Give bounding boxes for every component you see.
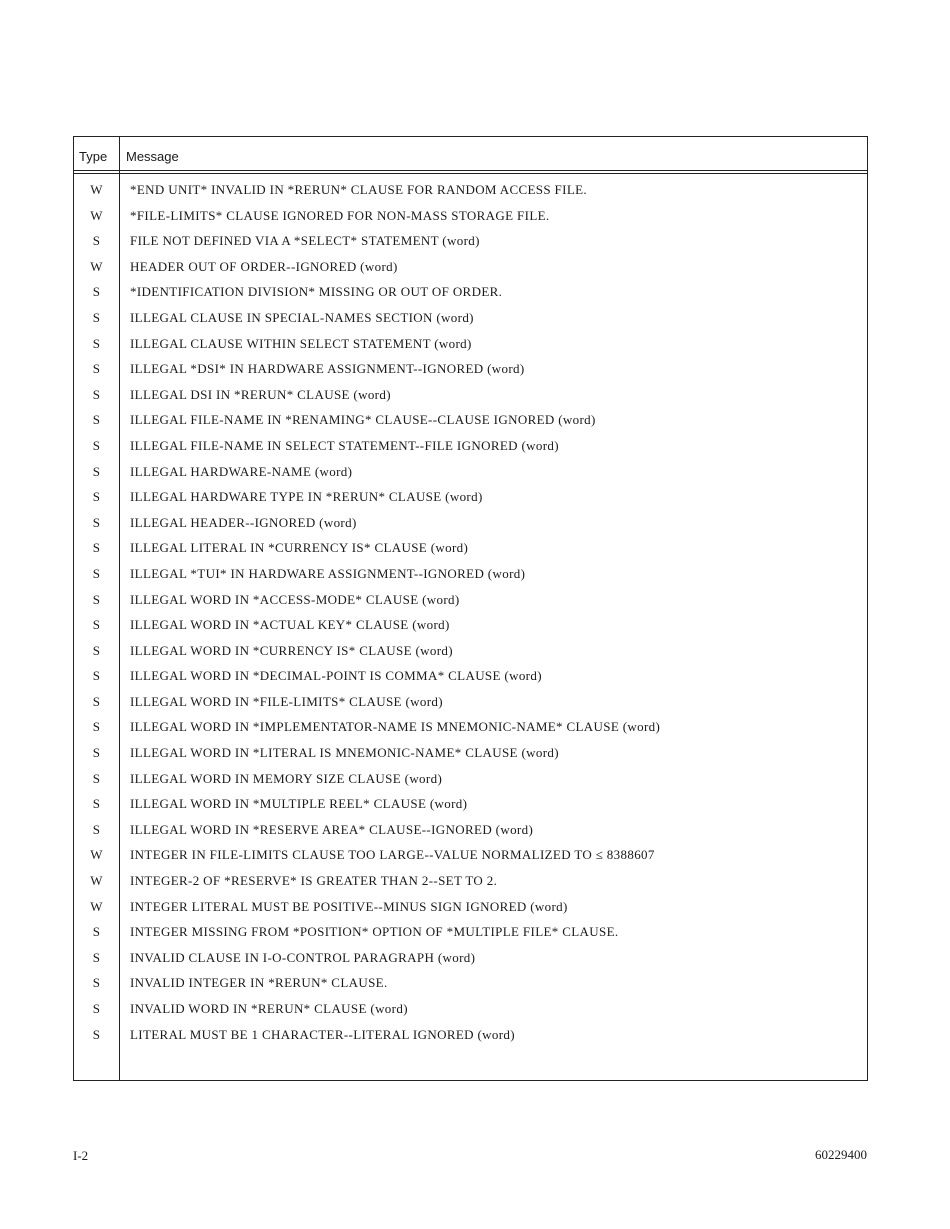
header-double-rule bbox=[74, 173, 867, 174]
message-text-cell: ILLEGAL FILE-NAME IN *RENAMING* CLAUSE--CLAUSE IGNORED (word) bbox=[130, 412, 596, 428]
table-row bbox=[74, 639, 867, 665]
table-row bbox=[74, 767, 867, 793]
message-type-cell: S bbox=[92, 284, 101, 300]
table-row bbox=[74, 792, 867, 818]
message-type-cell: S bbox=[92, 309, 101, 325]
message-type-cell: W bbox=[90, 898, 103, 914]
message-type-cell: S bbox=[92, 565, 101, 581]
message-text-cell: ILLEGAL WORD IN *DECIMAL-POINT IS COMMA* CLAUSE (word) bbox=[130, 668, 542, 684]
table-row bbox=[74, 1023, 867, 1049]
message-text-cell: INTEGER-2 OF *RESERVE* IS GREATER THAN 2--SET TO 2. bbox=[130, 873, 498, 889]
table-row bbox=[74, 434, 867, 460]
message-type-cell: S bbox=[92, 233, 101, 249]
message-text-cell: ILLEGAL WORD IN *RESERVE AREA* CLAUSE--IGNORED (word) bbox=[130, 821, 534, 837]
message-type-cell: S bbox=[92, 770, 101, 786]
message-text-cell: ILLEGAL WORD IN MEMORY SIZE CLAUSE (word) bbox=[130, 770, 443, 786]
message-type-cell: S bbox=[92, 335, 101, 351]
message-text-cell: *FILE-LIMITS* CLAUSE IGNORED FOR NON-MASS STORAGE FILE. bbox=[130, 207, 550, 223]
message-text-cell: INTEGER LITERAL MUST BE POSITIVE--MINUS SIGN IGNORED (word) bbox=[130, 898, 568, 914]
table-row bbox=[74, 536, 867, 562]
message-type-cell: S bbox=[92, 463, 101, 479]
message-text-cell: *END UNIT* INVALID IN *RERUN* CLAUSE FOR RANDOM ACCESS FILE. bbox=[130, 182, 588, 197]
table-row bbox=[74, 869, 867, 895]
message-text-cell: ILLEGAL *TUI* IN HARDWARE ASSIGNMENT--IGNORED (word) bbox=[130, 565, 526, 581]
table-body bbox=[74, 178, 867, 1048]
message-type-cell: S bbox=[92, 437, 101, 453]
table-row bbox=[74, 997, 867, 1023]
table-row bbox=[74, 280, 867, 306]
message-text-cell: ILLEGAL LITERAL IN *CURRENCY IS* CLAUSE (word) bbox=[130, 540, 469, 556]
message-text-cell: ILLEGAL WORD IN *LITERAL IS MNEMONIC-NAME* CLAUSE (word) bbox=[130, 745, 559, 761]
message-type-cell: S bbox=[92, 386, 101, 402]
message-type-cell: S bbox=[92, 745, 101, 761]
table-row bbox=[74, 895, 867, 921]
message-type-cell: S bbox=[92, 796, 101, 812]
table-row bbox=[74, 715, 867, 741]
message-type-cell: W bbox=[90, 182, 103, 197]
message-text-cell: ILLEGAL WORD IN *MULTIPLE REEL* CLAUSE (word) bbox=[130, 796, 468, 812]
table-row bbox=[74, 511, 867, 537]
message-text-cell: INVALID CLAUSE IN I-O-CONTROL PARAGRAPH (word) bbox=[130, 949, 476, 965]
message-type-cell: S bbox=[92, 591, 101, 607]
table-row bbox=[74, 306, 867, 332]
message-text-cell: ILLEGAL WORD IN *ACTUAL KEY* CLAUSE (word) bbox=[130, 617, 450, 633]
message-text-cell: ILLEGAL CLAUSE IN SPECIAL-NAMES SECTION (word) bbox=[130, 309, 474, 325]
message-text-cell: ILLEGAL HEADER--IGNORED (word) bbox=[130, 514, 357, 530]
message-text-cell: ILLEGAL CLAUSE WITHIN SELECT STATEMENT (word) bbox=[130, 335, 472, 351]
table-row bbox=[74, 946, 867, 972]
message-type-cell: S bbox=[92, 540, 101, 556]
message-text-cell: INTEGER IN FILE-LIMITS CLAUSE TOO LARGE--VALUE NORMALIZED TO ≤ 8388607 bbox=[130, 847, 655, 863]
message-text-cell: INVALID INTEGER IN *RERUN* CLAUSE. bbox=[130, 975, 388, 991]
message-text-cell: HEADER OUT OF ORDER--IGNORED (word) bbox=[130, 258, 398, 274]
table-row bbox=[74, 357, 867, 383]
table-row bbox=[74, 920, 867, 946]
message-text-cell: ILLEGAL HARDWARE TYPE IN *RERUN* CLAUSE (word) bbox=[130, 489, 483, 505]
message-type-cell: W bbox=[90, 258, 103, 274]
message-type-cell: S bbox=[92, 1026, 101, 1042]
table-row bbox=[74, 485, 867, 511]
message-type-cell: S bbox=[92, 975, 101, 991]
message-text-cell: INTEGER MISSING FROM *POSITION* OPTION OF *MULTIPLE FILE* CLAUSE. bbox=[130, 924, 619, 940]
table-row bbox=[74, 613, 867, 639]
message-text-cell: ILLEGAL DSI IN *RERUN* CLAUSE (word) bbox=[130, 386, 391, 402]
message-text-cell: ILLEGAL HARDWARE-NAME (word) bbox=[130, 463, 353, 479]
table-row bbox=[74, 741, 867, 767]
message-type-cell: W bbox=[90, 847, 103, 863]
table-row bbox=[74, 588, 867, 614]
message-type-cell: S bbox=[92, 821, 101, 837]
message-type-cell: S bbox=[92, 693, 101, 709]
message-text-cell: ILLEGAL WORD IN *ACCESS-MODE* CLAUSE (word) bbox=[130, 591, 460, 607]
message-type-cell: S bbox=[92, 924, 101, 940]
message-type-cell: S bbox=[92, 642, 101, 658]
table-header-row bbox=[74, 137, 867, 171]
message-type-cell: S bbox=[92, 949, 101, 965]
message-text-cell: FILE NOT DEFINED VIA A *SELECT* STATEMENT (word) bbox=[130, 233, 480, 249]
table-row bbox=[74, 204, 867, 230]
message-type-cell: S bbox=[92, 719, 101, 735]
message-type-cell: S bbox=[92, 1001, 101, 1016]
table-row bbox=[74, 178, 867, 204]
table-row bbox=[74, 843, 867, 869]
table-row bbox=[74, 971, 867, 997]
document-number: 60229400 bbox=[815, 1147, 867, 1162]
table-row bbox=[74, 408, 867, 434]
table-row bbox=[74, 460, 867, 486]
message-type-cell: W bbox=[90, 873, 103, 889]
message-text-cell: *IDENTIFICATION DIVISION* MISSING OR OUT OF ORDER. bbox=[130, 284, 503, 300]
message-text-cell: ILLEGAL WORD IN *IMPLEMENTATOR-NAME IS MNEMONIC-NAME* CLAUSE (word) bbox=[130, 719, 661, 735]
diagnostic-messages-table bbox=[73, 136, 868, 1081]
message-type-cell: S bbox=[92, 412, 101, 428]
message-text-cell: ILLEGAL FILE-NAME IN SELECT STATEMENT--FILE IGNORED (word) bbox=[130, 437, 559, 453]
table-row bbox=[74, 255, 867, 281]
message-type-cell: S bbox=[92, 489, 101, 505]
message-type-cell: S bbox=[92, 514, 101, 530]
table-row bbox=[74, 332, 867, 358]
message-text-cell: ILLEGAL *DSI* IN HARDWARE ASSIGNMENT--IGNORED (word) bbox=[130, 361, 525, 377]
table-row bbox=[74, 818, 867, 844]
message-text-cell: ILLEGAL WORD IN *CURRENCY IS* CLAUSE (word) bbox=[130, 642, 453, 658]
message-text-cell: LITERAL MUST BE 1 CHARACTER--LITERAL IGNORED (word) bbox=[130, 1026, 515, 1042]
message-text-cell: ILLEGAL WORD IN *FILE-LIMITS* CLAUSE (word) bbox=[130, 693, 443, 709]
table-row bbox=[74, 664, 867, 690]
message-type-cell: S bbox=[92, 617, 101, 633]
message-type-cell: W bbox=[90, 207, 103, 223]
table-row bbox=[74, 562, 867, 588]
page-number: I-2 bbox=[73, 1148, 89, 1163]
message-type-cell: S bbox=[92, 668, 101, 684]
message-type-cell: S bbox=[92, 361, 101, 377]
message-column-header: Message bbox=[126, 149, 179, 164]
message-text-cell: INVALID WORD IN *RERUN* CLAUSE (word) bbox=[130, 1001, 408, 1016]
table-row bbox=[74, 229, 867, 255]
table-row bbox=[74, 383, 867, 409]
type-column-header: Type bbox=[79, 149, 108, 164]
table-row bbox=[74, 690, 867, 716]
